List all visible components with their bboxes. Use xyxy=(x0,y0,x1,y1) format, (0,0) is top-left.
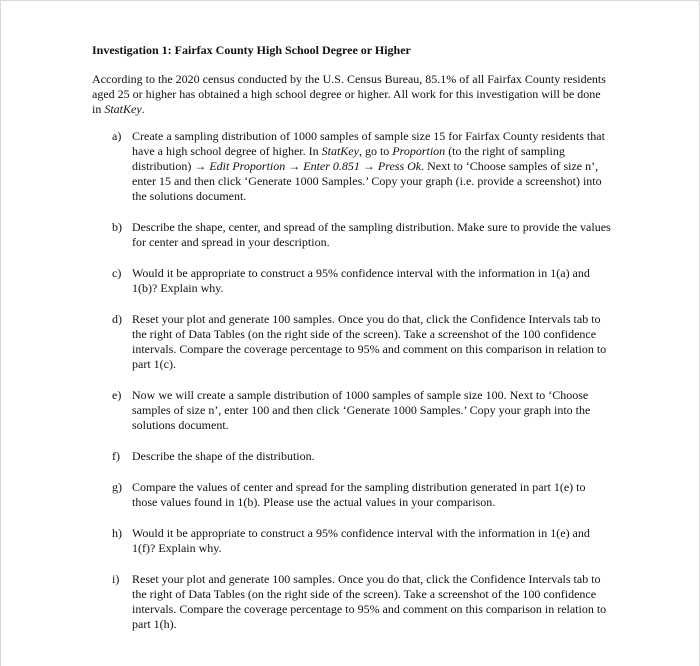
page-border-top xyxy=(0,0,700,1)
question-text: Reset your plot and generate 100 samples. Once you do that, click the Confidence Intervals tab to the right of Data Tables (on the right side of the screen). Take a screenshot of the 100 confidence intervals. Compare the coverage percentage to 95% and comment on this comparison in relation to part 1(c). xyxy=(132,312,607,371)
question-text: Would it be appropriate to construct a 95% confidence interval with the information in 1(e) and 1(f)? Explain why. xyxy=(132,526,590,555)
intro-statkey: StatKey xyxy=(104,102,142,116)
question-a-text-1: Create a sampling distribution of 1000 samples of sample size 15 for Fairfax County residents that have a high school degree of higher. In xyxy=(132,129,605,158)
document-title: Investigation 1: Fairfax County High School Degree or Higher xyxy=(92,43,411,57)
question-label: i) xyxy=(112,572,120,586)
question-label: g) xyxy=(112,480,122,494)
question-a-arrow-1: → xyxy=(285,159,304,173)
question-text: Would it be appropriate to construct a 95% confidence interval with the information in 1(a) and 1(b)? Explain why. xyxy=(132,266,590,295)
question-a-enter-value: Enter 0.851 xyxy=(303,159,360,173)
question-e xyxy=(92,388,612,433)
question-label: d) xyxy=(112,312,122,326)
question-text: Describe the shape, center, and spread of the sampling distribution. Make sure to provide the values for center and spread in your description. xyxy=(132,220,611,249)
question-b xyxy=(92,220,612,250)
question-text: Now we will create a sample distribution of 1000 samples of sample size 100. Next to ‘Choose samples of size n’, enter 100 and then click ‘Generate 1000 Samples.’ Copy your graph into the solutions document. xyxy=(132,388,591,432)
question-a-edit-proportion: Edit Proportion xyxy=(209,159,286,173)
question-text: Reset your plot and generate 100 samples. Once you do that, click the Confidence Intervals tab to the right of Data Tables (on the right side of the screen). Take a screenshot of the 100 confidence intervals. Compare the coverage percentage to 95% and comment on this comparison in relation to part 1(h). xyxy=(132,572,607,631)
question-text: Compare the values of center and spread for the sampling distribution generated in part 1(e) to those values found in 1(b). Please use the actual values in your comparison. xyxy=(132,480,586,509)
question-a xyxy=(92,129,612,204)
question-text: Describe the shape of the distribution. xyxy=(132,449,315,463)
question-g xyxy=(92,480,612,510)
intro-text: According to the 2020 census conducted by the U.S. Census Bureau, 85.1% of all Fairfax County residents aged 25 or higher has obtained a high school degree or higher. All work for this investigation will be done in xyxy=(92,72,606,116)
question-f xyxy=(92,449,612,464)
question-a-statkey: StatKey xyxy=(321,144,359,158)
question-a-press-ok: Press Ok xyxy=(377,159,422,173)
question-a-arrow-2: → xyxy=(359,159,378,173)
question-a-proportion: Proportion xyxy=(392,144,446,158)
question-d xyxy=(92,312,612,372)
question-a-text-3: (to the right of sampling distribution) → xyxy=(132,144,565,173)
document-body xyxy=(92,43,612,648)
intro-paragraph xyxy=(92,72,612,117)
page-border-left xyxy=(0,0,1,666)
question-list xyxy=(92,129,612,632)
intro-text-end: . xyxy=(141,102,145,116)
question-h xyxy=(92,526,612,556)
question-a-text-4: . Next to ‘Choose samples of size n’, enter 15 and then click ‘Generate 1000 Samples.’ Copy your graph (i.e. provide a screenshot) into the solutions document. xyxy=(132,159,602,203)
question-a-text-2: , go to xyxy=(358,144,393,158)
question-label: h) xyxy=(112,526,122,540)
question-i xyxy=(92,572,612,632)
question-label: a) xyxy=(112,129,122,143)
question-label: c) xyxy=(112,266,122,280)
question-label: e) xyxy=(112,388,122,402)
question-label: f) xyxy=(112,449,120,463)
question-c xyxy=(92,266,612,296)
question-label: b) xyxy=(112,220,122,234)
